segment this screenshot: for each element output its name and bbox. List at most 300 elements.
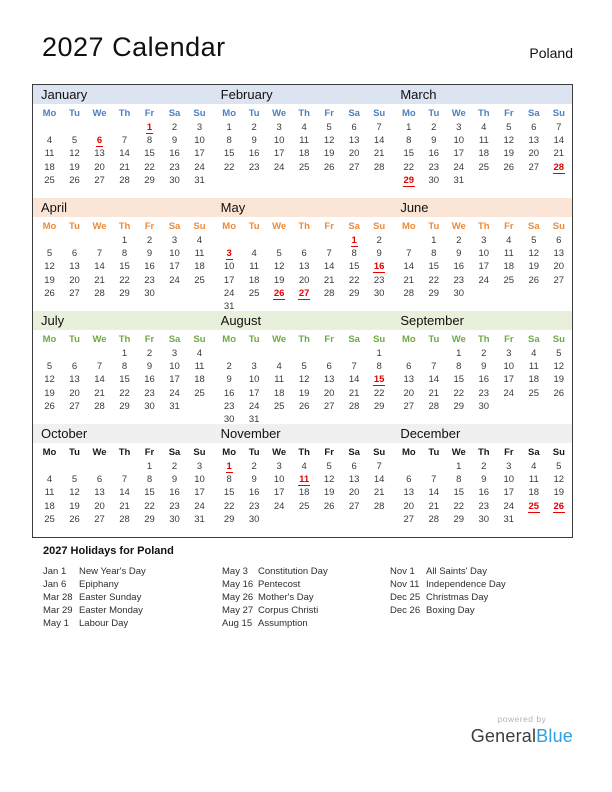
date-cell: 9 xyxy=(146,361,153,373)
date-cell: 3 xyxy=(251,361,257,373)
holiday-entry-name: Assumption xyxy=(258,618,308,629)
date-cell: 23 xyxy=(478,387,490,399)
day-of-week-header: Tu xyxy=(248,334,260,345)
week-row xyxy=(396,260,572,273)
date-cell: 13 xyxy=(94,487,105,499)
holiday-entry xyxy=(222,578,390,591)
week-row xyxy=(396,473,572,486)
day-of-week-row xyxy=(37,332,213,347)
day-of-week-header: Sa xyxy=(348,221,360,232)
holiday-column xyxy=(390,565,570,630)
date-cell: 31 xyxy=(194,513,205,525)
day-of-week-header: Fr xyxy=(504,108,514,119)
date-cell: 25 xyxy=(273,400,285,412)
week-row xyxy=(37,234,213,247)
date-cell: 25 xyxy=(194,387,205,399)
date-cell: 5 xyxy=(46,248,53,260)
date-cell: 7 xyxy=(431,361,437,373)
day-of-week-header: Mo xyxy=(401,447,416,458)
date-cell: 25 xyxy=(478,161,490,173)
day-of-week-header: Mo xyxy=(42,447,57,458)
holiday-date: 16 xyxy=(373,261,385,273)
week-row xyxy=(37,513,213,526)
week-row xyxy=(217,460,393,473)
holiday-entry-name: Mother's Day xyxy=(258,592,314,603)
date-cell: 5 xyxy=(531,235,537,246)
date-cell: 25 xyxy=(503,274,515,286)
holidays-list xyxy=(43,565,573,630)
date-cell: 22 xyxy=(453,387,465,399)
week-row xyxy=(37,287,213,300)
date-cell: 25 xyxy=(44,513,55,525)
day-of-week-header: Fr xyxy=(504,221,514,232)
date-cell: 4 xyxy=(301,461,307,472)
date-cell: 18 xyxy=(298,487,310,499)
date-cell: 5 xyxy=(301,361,307,373)
date-cell: 3 xyxy=(196,461,203,472)
month-name: February xyxy=(220,87,273,102)
day-of-week-header: We xyxy=(272,108,287,119)
week-row xyxy=(37,360,213,373)
day-of-week-row xyxy=(37,445,213,460)
day-of-week-header: Sa xyxy=(528,334,540,345)
week-row xyxy=(37,161,213,174)
date-cell: 23 xyxy=(169,161,180,173)
holiday-entry-date: May 3 xyxy=(222,566,248,577)
date-cell: 29 xyxy=(223,513,235,525)
date-cell: 19 xyxy=(553,487,565,499)
date-cell: 29 xyxy=(119,400,130,412)
week-row xyxy=(217,473,393,486)
date-cell: 9 xyxy=(251,135,257,147)
date-cell: 26 xyxy=(298,400,310,412)
day-of-week-header: Fr xyxy=(324,334,334,345)
holiday-entry xyxy=(43,565,222,578)
day-of-week-header: Mo xyxy=(222,108,237,119)
quarter-row xyxy=(33,198,572,311)
day-of-week-header: Sa xyxy=(528,447,540,458)
week-row xyxy=(217,260,393,273)
date-cell: 25 xyxy=(44,174,55,186)
date-cell: 6 xyxy=(351,461,357,472)
day-of-week-header: Mo xyxy=(222,447,237,458)
week-row xyxy=(396,174,572,187)
date-cell: 3 xyxy=(196,122,203,133)
day-of-week-header: Fr xyxy=(144,334,155,345)
day-of-week-header: Su xyxy=(193,221,206,232)
holiday-date: 15 xyxy=(373,374,385,386)
week-row xyxy=(37,486,213,499)
date-cell: 16 xyxy=(478,374,490,386)
date-cell: 22 xyxy=(223,500,235,512)
date-cell xyxy=(217,247,242,260)
holiday-entry-date: Jan 1 xyxy=(43,566,67,577)
holiday-entry-date: May 1 xyxy=(43,618,69,629)
date-cell: 8 xyxy=(226,135,232,147)
holiday-entry-name: Corpus Christi xyxy=(258,605,319,616)
holiday-entry-date: Dec 25 xyxy=(390,592,421,603)
date-cell: 27 xyxy=(348,500,360,512)
brand-logo xyxy=(471,726,573,747)
date-cell xyxy=(267,287,292,300)
date-cell: 9 xyxy=(251,474,257,486)
date-cell: 18 xyxy=(298,148,310,160)
day-of-week-header: Mo xyxy=(42,221,57,232)
date-cell: 22 xyxy=(223,161,235,173)
date-cell: 3 xyxy=(456,122,462,133)
date-cell: 7 xyxy=(96,248,103,260)
date-cell: 27 xyxy=(348,161,360,173)
date-cell: 6 xyxy=(406,474,412,486)
date-cell: 25 xyxy=(194,274,205,286)
date-cell: 17 xyxy=(503,374,515,386)
week-row xyxy=(37,387,213,400)
week-row xyxy=(37,260,213,273)
week-row xyxy=(217,121,393,134)
holiday-date: 3 xyxy=(226,248,232,260)
date-cell: 23 xyxy=(144,274,155,286)
date-cell: 2 xyxy=(226,361,232,373)
month-name: September xyxy=(400,313,464,328)
date-cell: 20 xyxy=(323,387,335,399)
date-cell xyxy=(367,373,392,386)
date-cell: 14 xyxy=(428,487,440,499)
date-cell: 12 xyxy=(44,261,55,273)
date-cell: 14 xyxy=(119,148,130,160)
date-cell: 11 xyxy=(528,361,539,373)
date-cell: 12 xyxy=(273,261,285,273)
holiday-entry-date: Nov 1 xyxy=(390,566,415,577)
day-of-week-header: Tu xyxy=(428,221,440,232)
date-cell: 10 xyxy=(273,474,285,486)
week-row xyxy=(217,486,393,499)
date-cell: 22 xyxy=(119,387,130,399)
holiday-entry-name: New Year's Day xyxy=(79,566,146,577)
week-row xyxy=(396,387,572,400)
holiday-date: 29 xyxy=(403,174,415,186)
day-of-week-header: Sa xyxy=(168,108,181,119)
page-header xyxy=(42,32,573,63)
date-cell: 12 xyxy=(553,474,565,486)
months-row xyxy=(33,443,572,526)
holiday-entry-name: Constitution Day xyxy=(258,566,328,577)
week-row xyxy=(217,161,393,174)
date-cell: 29 xyxy=(453,400,465,412)
day-of-week-header: Tu xyxy=(428,334,440,345)
date-cell: 19 xyxy=(273,274,285,286)
holiday-date: 1 xyxy=(146,122,153,133)
week-row xyxy=(217,134,393,147)
date-cell: 13 xyxy=(69,374,80,386)
day-of-week-header: Su xyxy=(552,447,565,458)
date-cell: 8 xyxy=(146,474,153,486)
day-of-week-header: Mo xyxy=(222,334,237,345)
day-of-week-header: Tu xyxy=(69,447,80,458)
date-cell: 20 xyxy=(69,274,80,286)
date-cell: 18 xyxy=(194,374,205,386)
date-cell: 17 xyxy=(273,487,285,499)
day-of-week-header: Mo xyxy=(401,221,416,232)
day-of-week-header: Th xyxy=(298,108,310,119)
holiday-entry-name: Easter Sunday xyxy=(79,592,142,603)
date-cell: 11 xyxy=(503,248,514,260)
month-march xyxy=(392,104,572,187)
date-cell: 2 xyxy=(146,235,153,246)
date-cell: 31 xyxy=(194,174,205,186)
date-cell: 30 xyxy=(428,174,440,186)
date-cell: 28 xyxy=(94,287,105,299)
date-cell: 20 xyxy=(528,148,540,160)
week-row xyxy=(37,347,213,360)
date-cell: 21 xyxy=(428,500,440,512)
date-cell: 14 xyxy=(348,374,360,386)
day-of-week-header: We xyxy=(92,108,107,119)
week-row xyxy=(396,400,572,413)
date-cell: 12 xyxy=(323,135,335,147)
date-cell: 4 xyxy=(251,248,257,260)
month-name: December xyxy=(400,426,461,441)
date-cell: 29 xyxy=(428,287,440,299)
date-cell: 5 xyxy=(556,461,562,472)
month-september xyxy=(392,330,572,424)
day-of-week-row xyxy=(37,106,213,121)
week-row xyxy=(396,347,572,360)
date-cell: 7 xyxy=(376,122,382,133)
date-cell: 19 xyxy=(528,261,540,273)
date-cell: 31 xyxy=(248,413,260,424)
date-cell: 1 xyxy=(456,461,462,472)
date-cell: 28 xyxy=(323,287,335,299)
day-of-week-row xyxy=(396,219,572,234)
date-cell: 18 xyxy=(503,261,515,273)
date-cell: 12 xyxy=(44,374,55,386)
day-of-week-header: Tu xyxy=(428,447,440,458)
date-cell: 4 xyxy=(196,348,203,359)
date-cell: 19 xyxy=(69,161,80,173)
date-cell: 28 xyxy=(428,400,440,412)
day-of-week-header: Fr xyxy=(144,447,155,458)
day-of-week-row xyxy=(396,106,572,121)
day-of-week-header: Sa xyxy=(348,108,360,119)
holiday-date: 1 xyxy=(226,461,232,472)
date-cell: 20 xyxy=(94,500,105,512)
date-cell: 1 xyxy=(406,122,412,133)
month-december xyxy=(392,443,572,526)
date-cell: 26 xyxy=(323,161,335,173)
holiday-entry-name: All Saints' Day xyxy=(426,566,487,577)
date-cell: 30 xyxy=(248,513,260,525)
holiday-entry-date: Mar 29 xyxy=(43,605,73,616)
date-cell: 10 xyxy=(169,361,180,373)
date-cell: 9 xyxy=(226,374,232,386)
holiday-entry xyxy=(43,604,222,617)
date-cell: 22 xyxy=(144,500,155,512)
date-cell: 18 xyxy=(478,148,490,160)
date-cell: 2 xyxy=(146,348,153,359)
date-cell: 25 xyxy=(298,500,310,512)
week-row xyxy=(37,121,213,134)
date-cell: 4 xyxy=(481,122,487,133)
date-cell: 5 xyxy=(556,348,562,359)
date-cell: 8 xyxy=(376,361,382,373)
date-cell: 3 xyxy=(171,348,178,359)
quarter-row xyxy=(33,85,572,198)
date-cell xyxy=(292,473,317,486)
quarter-row xyxy=(33,311,572,424)
date-cell: 10 xyxy=(223,261,235,273)
date-cell: 19 xyxy=(298,387,310,399)
date-cell: 27 xyxy=(528,161,540,173)
holiday-entry-name: Epiphany xyxy=(79,579,119,590)
day-of-week-row xyxy=(217,219,393,234)
date-cell: 17 xyxy=(478,261,490,273)
day-of-week-header: Su xyxy=(373,108,386,119)
holiday-entry-name: Pentecost xyxy=(258,579,301,590)
date-cell: 21 xyxy=(94,387,105,399)
week-row xyxy=(396,460,572,473)
date-cell: 26 xyxy=(44,400,55,412)
week-row xyxy=(396,373,572,386)
date-cell: 9 xyxy=(431,135,437,147)
holiday-entry-date: Jan 6 xyxy=(43,579,67,590)
date-cell: 8 xyxy=(121,248,128,260)
day-of-week-header: We xyxy=(92,447,107,458)
holiday-entry-date: Mar 28 xyxy=(43,592,73,603)
date-cell: 20 xyxy=(348,487,360,499)
date-cell: 20 xyxy=(298,274,310,286)
day-of-week-header: Tu xyxy=(428,108,440,119)
date-cell: 13 xyxy=(553,248,565,260)
date-cell: 8 xyxy=(121,361,128,373)
day-of-week-header: Su xyxy=(193,108,206,119)
date-cell: 26 xyxy=(553,387,565,399)
holiday-entry-name: Labour Day xyxy=(79,618,129,629)
date-cell: 15 xyxy=(428,261,440,273)
week-row xyxy=(37,460,213,473)
holiday-date: 25 xyxy=(528,500,540,512)
date-cell: 7 xyxy=(406,248,412,260)
week-row xyxy=(37,500,213,513)
date-cell: 21 xyxy=(373,148,385,160)
day-of-week-header: We xyxy=(272,221,287,232)
date-cell: 15 xyxy=(453,487,465,499)
date-cell: 26 xyxy=(69,174,80,186)
date-cell: 14 xyxy=(428,374,440,386)
date-cell: 18 xyxy=(248,274,260,286)
date-cell: 23 xyxy=(248,161,260,173)
month-january xyxy=(33,104,213,187)
week-row xyxy=(37,147,213,160)
day-of-week-header: Tu xyxy=(248,221,260,232)
day-of-week-header: Th xyxy=(298,447,310,458)
day-of-week-header: We xyxy=(272,334,287,345)
date-cell: 8 xyxy=(226,474,232,486)
date-cell: 18 xyxy=(44,161,55,173)
week-row xyxy=(217,234,393,247)
date-cell: 1 xyxy=(121,348,128,359)
date-cell: 4 xyxy=(301,122,307,133)
date-cell: 28 xyxy=(119,513,130,525)
day-of-week-header: We xyxy=(92,221,107,232)
date-cell: 30 xyxy=(169,174,180,186)
date-cell: 10 xyxy=(194,474,205,486)
day-of-week-header: We xyxy=(451,221,466,232)
date-cell: 12 xyxy=(323,474,335,486)
day-of-week-header: Fr xyxy=(504,447,514,458)
day-of-week-header: Sa xyxy=(168,447,181,458)
day-of-week-header: Th xyxy=(118,334,131,345)
date-cell: 21 xyxy=(373,487,385,499)
date-cell xyxy=(546,161,571,174)
date-cell: 26 xyxy=(503,161,515,173)
day-of-week-header: Su xyxy=(552,221,565,232)
date-cell: 20 xyxy=(94,161,105,173)
date-cell: 15 xyxy=(453,374,465,386)
date-cell: 1 xyxy=(146,461,153,472)
date-cell: 14 xyxy=(403,261,415,273)
month-band xyxy=(33,85,572,104)
date-cell: 4 xyxy=(531,348,537,359)
day-of-week-header: Tu xyxy=(248,447,260,458)
date-cell xyxy=(396,174,421,187)
date-cell: 8 xyxy=(456,474,462,486)
date-cell: 22 xyxy=(453,500,465,512)
day-of-week-header: Mo xyxy=(42,108,57,119)
brand-general: General xyxy=(470,726,537,746)
date-cell: 27 xyxy=(69,400,80,412)
week-row xyxy=(217,400,393,413)
holiday-date: 27 xyxy=(298,287,310,299)
day-of-week-header: Sa xyxy=(168,221,181,232)
day-of-week-header: Th xyxy=(118,221,131,232)
date-cell: 6 xyxy=(326,361,332,373)
date-cell: 19 xyxy=(44,274,55,286)
day-of-week-header: Th xyxy=(298,221,310,232)
holiday-entry-name: Boxing Day xyxy=(426,605,475,616)
day-of-week-row xyxy=(217,445,393,460)
date-cell: 7 xyxy=(96,361,103,373)
date-cell: 24 xyxy=(453,161,465,173)
date-cell: 14 xyxy=(323,261,335,273)
date-cell: 24 xyxy=(503,387,515,399)
day-of-week-header: Fr xyxy=(324,221,334,232)
day-of-week-header: We xyxy=(451,108,466,119)
date-cell: 22 xyxy=(373,387,385,399)
date-cell: 6 xyxy=(556,235,562,246)
date-cell: 24 xyxy=(169,387,180,399)
day-of-week-row xyxy=(217,106,393,121)
date-cell: 18 xyxy=(528,487,540,499)
day-of-week-header: Mo xyxy=(222,221,237,232)
day-of-week-header: Tu xyxy=(69,334,80,345)
date-cell: 27 xyxy=(94,174,105,186)
date-cell: 13 xyxy=(403,374,415,386)
date-cell: 5 xyxy=(46,361,53,373)
month-band xyxy=(33,311,572,330)
week-row xyxy=(217,500,393,513)
holiday-entry-date: May 26 xyxy=(222,592,254,603)
date-cell: 11 xyxy=(274,374,285,386)
date-cell: 7 xyxy=(326,248,332,260)
date-cell: 1 xyxy=(376,348,382,359)
holiday-entry xyxy=(390,578,570,591)
date-cell: 24 xyxy=(223,287,235,299)
week-row xyxy=(396,247,572,260)
week-row xyxy=(396,486,572,499)
date-cell: 30 xyxy=(373,287,385,299)
date-cell: 4 xyxy=(196,235,203,246)
date-cell: 3 xyxy=(171,235,178,246)
